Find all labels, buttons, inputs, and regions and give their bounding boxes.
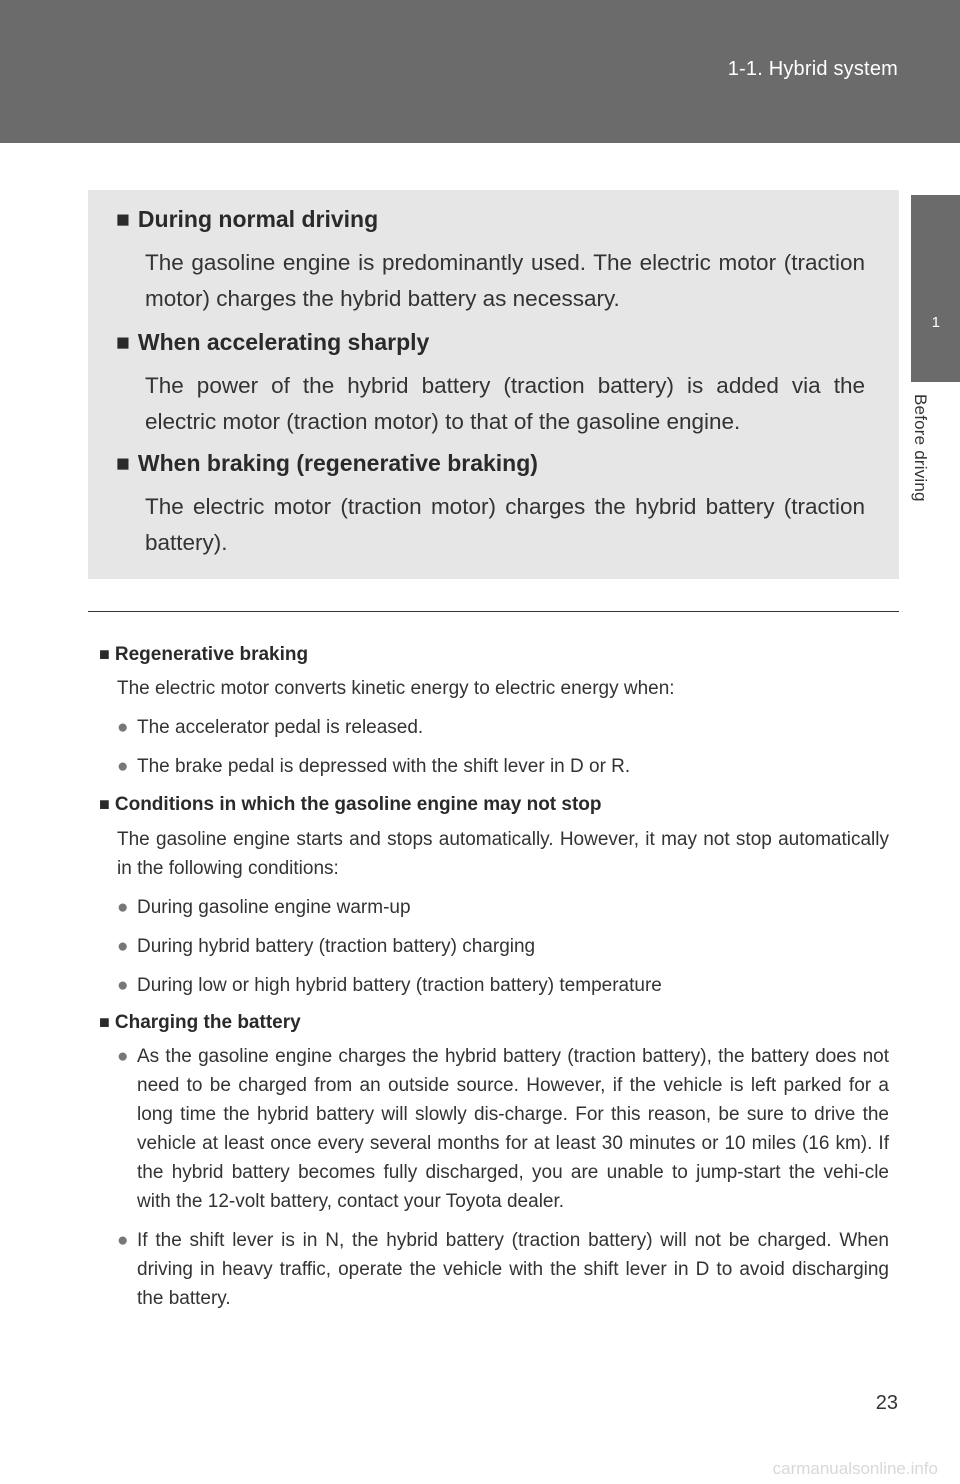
divider (88, 611, 899, 612)
list-item (117, 1042, 889, 1216)
box-item-accelerating (116, 329, 865, 440)
list-item (117, 1226, 889, 1313)
box-item-title: When accelerating sharply (137, 329, 430, 355)
page-number: 23 (875, 1392, 898, 1414)
note-charging-battery (99, 1010, 889, 1313)
box-item-braking (116, 450, 865, 561)
section-title: 1-1. Hybrid system (727, 58, 898, 80)
list-item-text: The brake pedal is depressed with the shift lever in D or R. (137, 756, 631, 777)
list-item (117, 971, 889, 1000)
note-heading (99, 1010, 889, 1035)
bullet-icon: ● (117, 936, 129, 957)
watermark: carmanualsonline.info (772, 1459, 938, 1478)
square-bullet-icon: ■ (116, 206, 130, 232)
chapter-tab (911, 195, 960, 382)
note-engine-may-not-stop (99, 792, 889, 1000)
note-heading (99, 792, 889, 817)
note-title: Regenerative braking (114, 644, 309, 665)
box-item-heading (116, 329, 865, 356)
list-item-text: During low or high hybrid battery (traction battery) temperature (137, 975, 662, 996)
note-regenerative-braking (99, 642, 889, 781)
bullet-icon: ● (117, 756, 129, 777)
box-item-text: The gasoline engine is predominantly used. The electric motor (traction motor) charges the hybrid battery as necessary. (145, 250, 865, 311)
square-bullet-icon: ■ (99, 1012, 110, 1032)
list-item-text: The accelerator pedal is released. (137, 717, 424, 738)
note-title: Charging the battery (114, 1012, 301, 1033)
page-header (0, 0, 960, 143)
square-bullet-icon: ■ (99, 794, 110, 814)
chapter-label: Before driving (911, 394, 930, 502)
note-text: The gasoline engine starts and stops automatically. However, it may not stop automatically in the following conditions: (117, 829, 889, 879)
list-item (117, 893, 889, 922)
bullet-icon: ● (117, 717, 129, 738)
notes-section (99, 642, 889, 1313)
bullet-icon: ● (117, 897, 129, 918)
bullet-icon: ● (117, 1230, 129, 1251)
info-box (88, 190, 899, 579)
list-item-text: If the shift lever is in N, the hybrid battery (traction battery) will not be charged. When driving in heavy traffic, operate the vehicle with the shift lever in D to avoid discharging the battery. (137, 1230, 889, 1309)
box-item-heading (116, 206, 865, 233)
chapter-number: 1 (931, 314, 940, 331)
square-bullet-icon: ■ (99, 644, 110, 664)
note-heading (99, 642, 889, 667)
note-text: The electric motor converts kinetic energy to electric energy when: (117, 678, 675, 699)
list-item (117, 713, 889, 742)
list-item-text: During gasoline engine warm-up (137, 897, 411, 918)
square-bullet-icon: ■ (116, 329, 130, 355)
box-item-normal-driving (116, 206, 865, 317)
list-item-text: During hybrid battery (traction battery) charging (137, 936, 536, 957)
box-item-title: During normal driving (137, 206, 379, 232)
square-bullet-icon: ■ (116, 450, 130, 476)
list-item (117, 932, 889, 961)
bullet-icon: ● (117, 1046, 129, 1067)
box-item-text: The power of the hybrid battery (traction battery) is added via the electric motor (traction motor) to that of the gasoline engine. (145, 373, 865, 434)
box-item-text: The electric motor (traction motor) charges the hybrid battery (traction battery). (145, 494, 865, 555)
box-item-title: When braking (regenerative braking) (137, 450, 538, 476)
box-item-heading (116, 450, 865, 477)
bullet-icon: ● (117, 975, 129, 996)
note-title: Conditions in which the gasoline engine may not stop (114, 794, 602, 815)
list-item-text: As the gasoline engine charges the hybrid battery (traction battery), the battery does not need to be charged from an outside source. However, if the vehicle is left parked for a long time the hybrid battery will slowly dis-charge. For this reason, be sure to drive the vehicle at least once every several months for at least 30 minutes or 10 miles (16 km). If the hybrid battery becomes fully discharged, you are unable to jump-start the vehi-cle with the 12-volt battery, contact your Toyota dealer. (137, 1046, 889, 1212)
list-item (117, 752, 889, 781)
